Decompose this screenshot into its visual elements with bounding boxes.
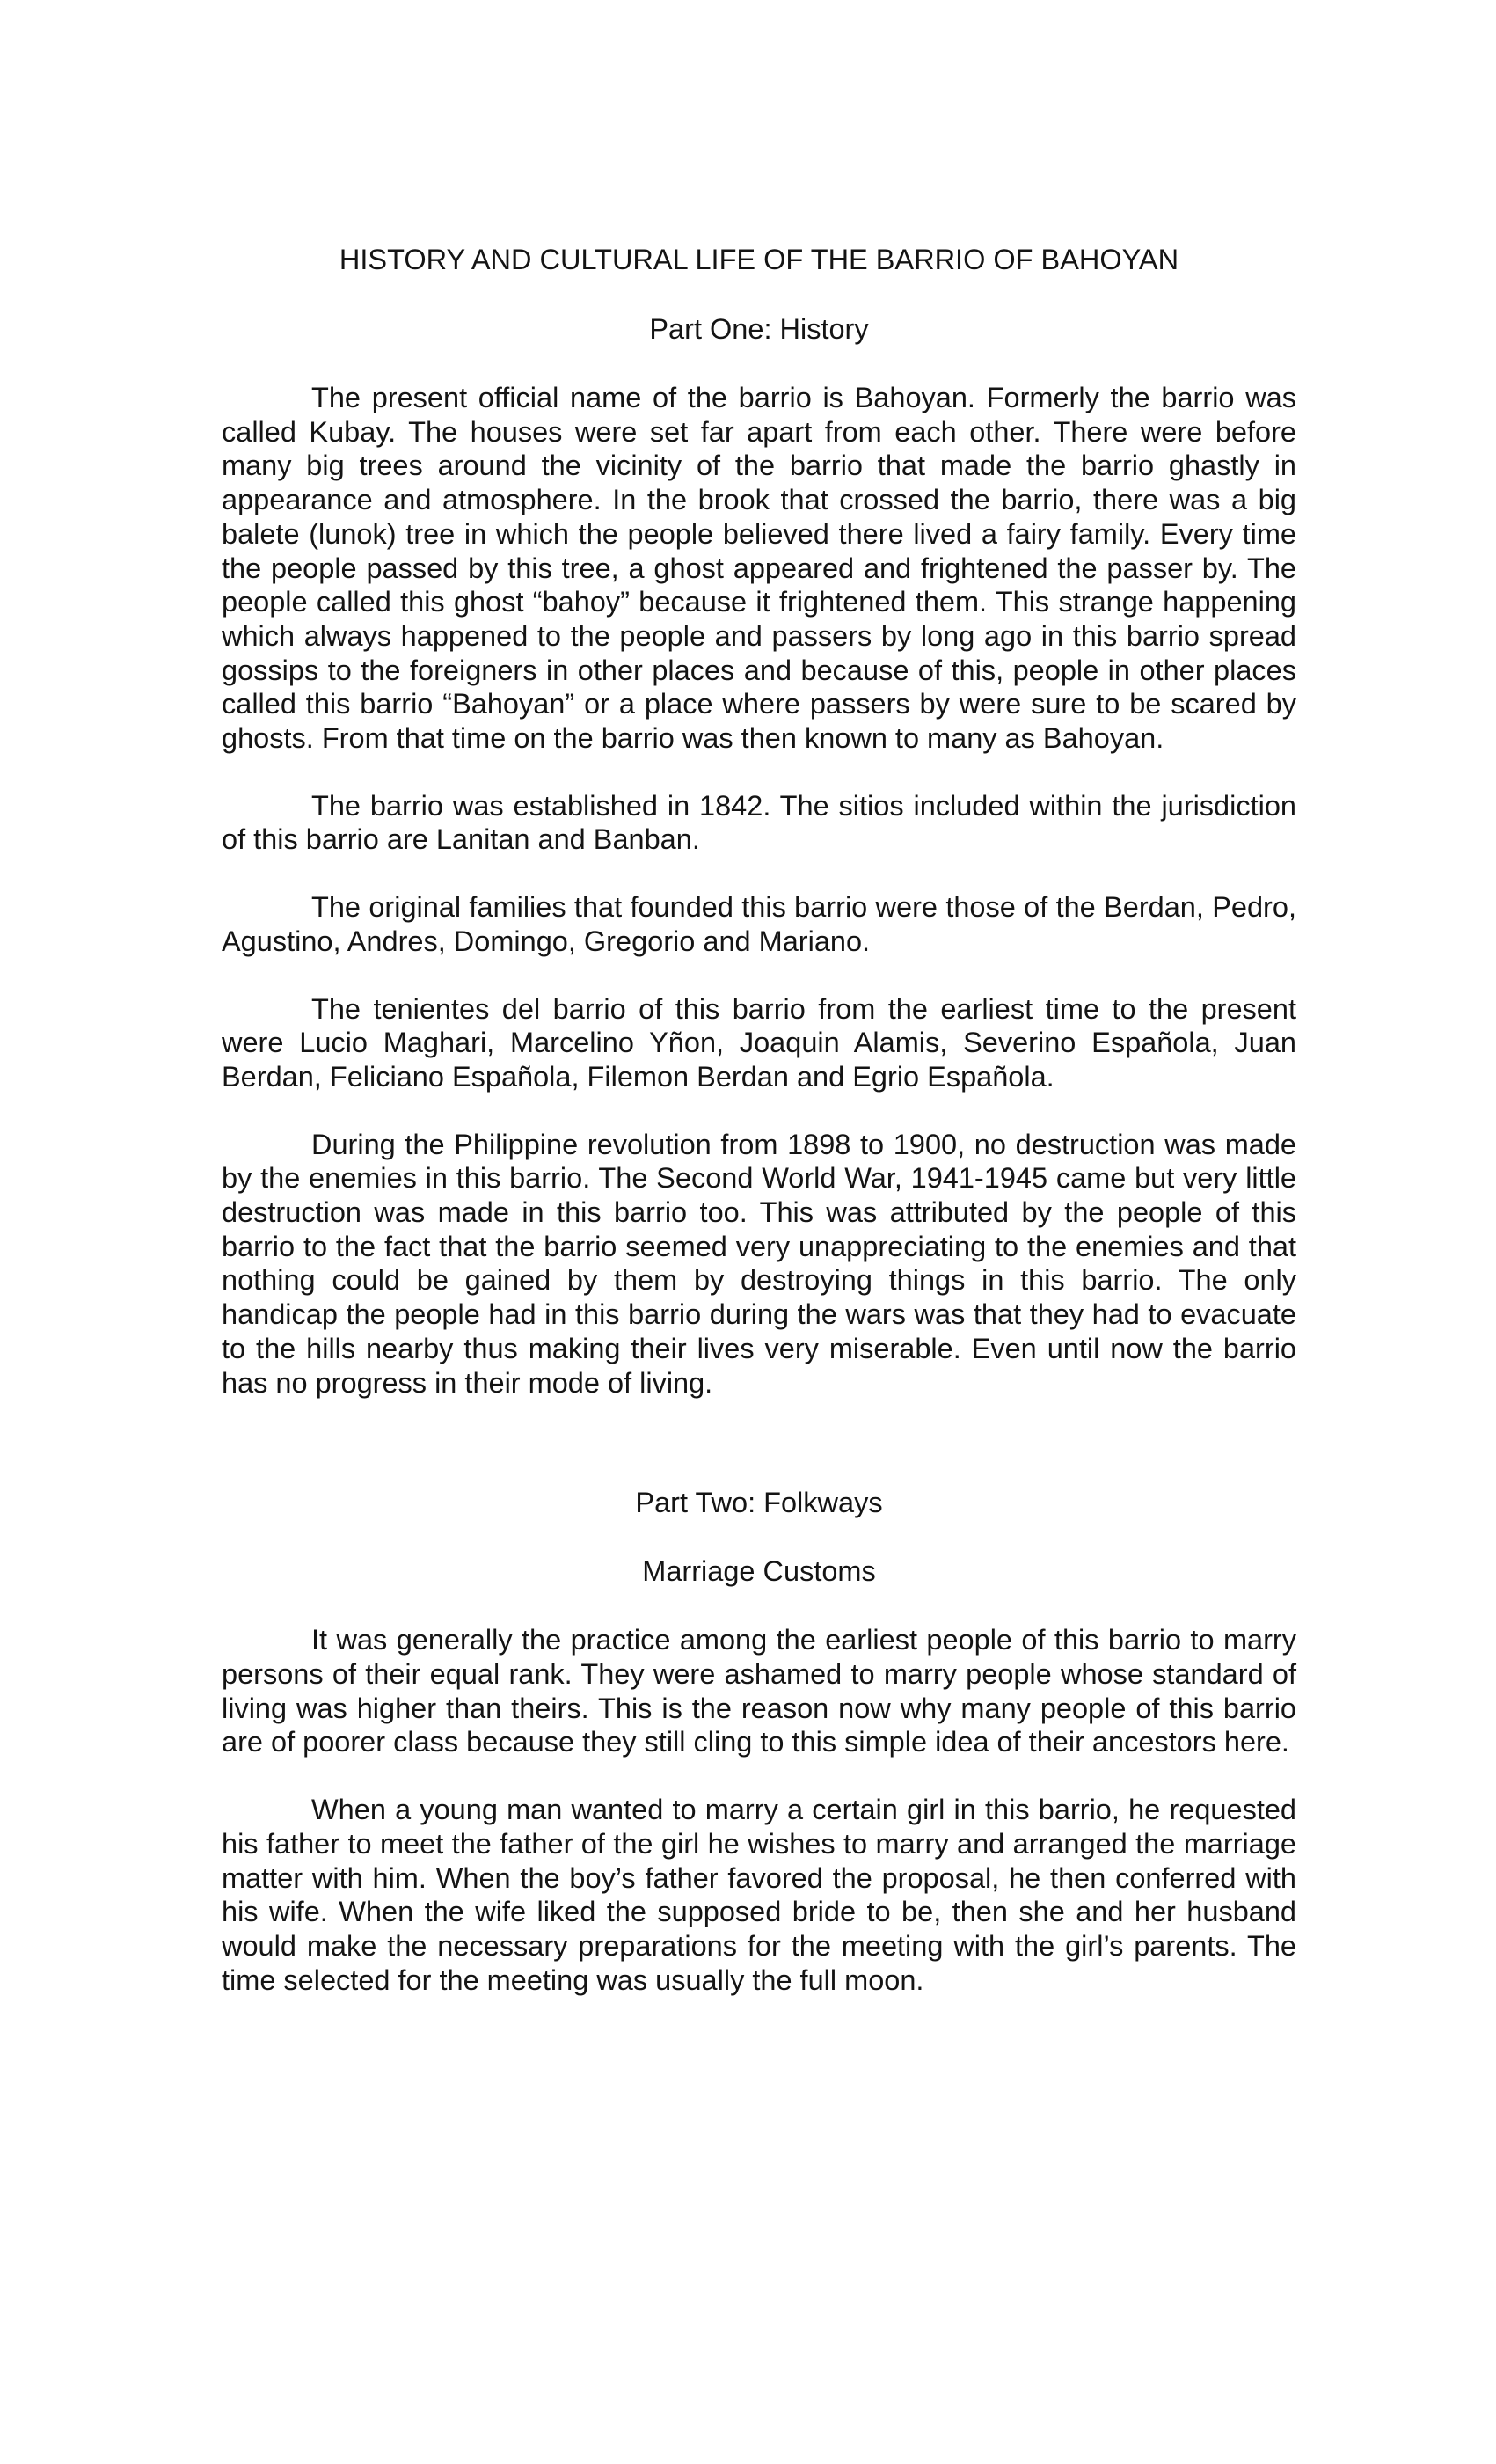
document-title: HISTORY AND CULTURAL LIFE OF THE BARRIO OF BAHOYAN bbox=[339, 244, 1179, 275]
history-paragraph-founding-families: The original families that founded this barrio were those of the Berdan, Pedro, Agustino, Andres, Domingo, Gregorio and Mariano. bbox=[222, 891, 1296, 957]
folkways-paragraph-equal-rank: It was generally the practice among the earliest people of this barrio to marry persons of their equal rank. They were ashamed to marry people whose standard of living was higher than theirs. This is the reason now why many people of this barrio are of poorer class because they still cling to this simple idea of their ancestors here. bbox=[222, 1624, 1296, 1758]
history-paragraph-wars: During the Philippine revolution from 1898 to 1900, no destruction was made by the enemies in this barrio. The Second World War, 1941-1945 came but very little destruction was made in this barrio too. This was attributed by the people of this barrio to the fact that the barrio seemed very unappreciating to the enemies and that nothing could be gained by them by destroying things in this barrio. The only handicap the people had in this barrio during the wars was that they had to evacuate to the hills nearby thus making their lives very miserable. Even until now the barrio has no progress in their mode of living. bbox=[222, 1128, 1296, 1399]
history-paragraph-name-origin: The present official name of the barrio is Bahoyan. Formerly the barrio was called Kubay. The houses were set far apart from each other. There were before many big trees around the vicinity of the barrio that made the barrio ghastly in appearance and atmosphere. In the brook that crossed the barrio, there was a big balete (lunok) tree in which the people believed there lived a fairy family. Every time the people passed by this tree, a ghost appeared and frightened the passer by. The people called this ghost “bahoy” because it frightened them. This strange happening which always happened to the people and passers by long ago in this barrio spread gossips to the foreigners in other places and because of this, people in other places called this barrio “Bahoyan” or a place where passers by were sure to be scared by ghosts. From that time on the barrio was then known to many as Bahoyan. bbox=[222, 382, 1296, 755]
folkways-paragraph-marriage-arrangement: When a young man wanted to marry a certain girl in this barrio, he requested his father to meet the father of the girl he wishes to marry and arranged the marriage matter with him. When the boy’s father favored the proposal, he then conferred with his wife. When the wife liked the supposed bride to be, then she and her husband would make the necessary preparations for the meeting with the girl’s parents. The time selected for the meeting was usually the full moon. bbox=[222, 1794, 1296, 1996]
history-paragraph-tenientes: The tenientes del barrio of this barrio from the earliest time to the present were Lucio Maghari, Marcelino Yñon, Joaquin Alamis, Severino Española, Juan Berdan, Feliciano Española, Filemon Berdan and Egrio Española. bbox=[222, 992, 1296, 1093]
part-one-heading: Part One: History bbox=[649, 313, 869, 345]
marriage-customs-heading: Marriage Customs bbox=[642, 1555, 876, 1588]
part-two-heading: Part Two: Folkways bbox=[635, 1487, 883, 1519]
document-body bbox=[222, 243, 1296, 2030]
history-paragraph-establishment: The barrio was established in 1842. The sitios included within the jurisdiction of this barrio are Lanitan and Banban. bbox=[222, 789, 1296, 856]
